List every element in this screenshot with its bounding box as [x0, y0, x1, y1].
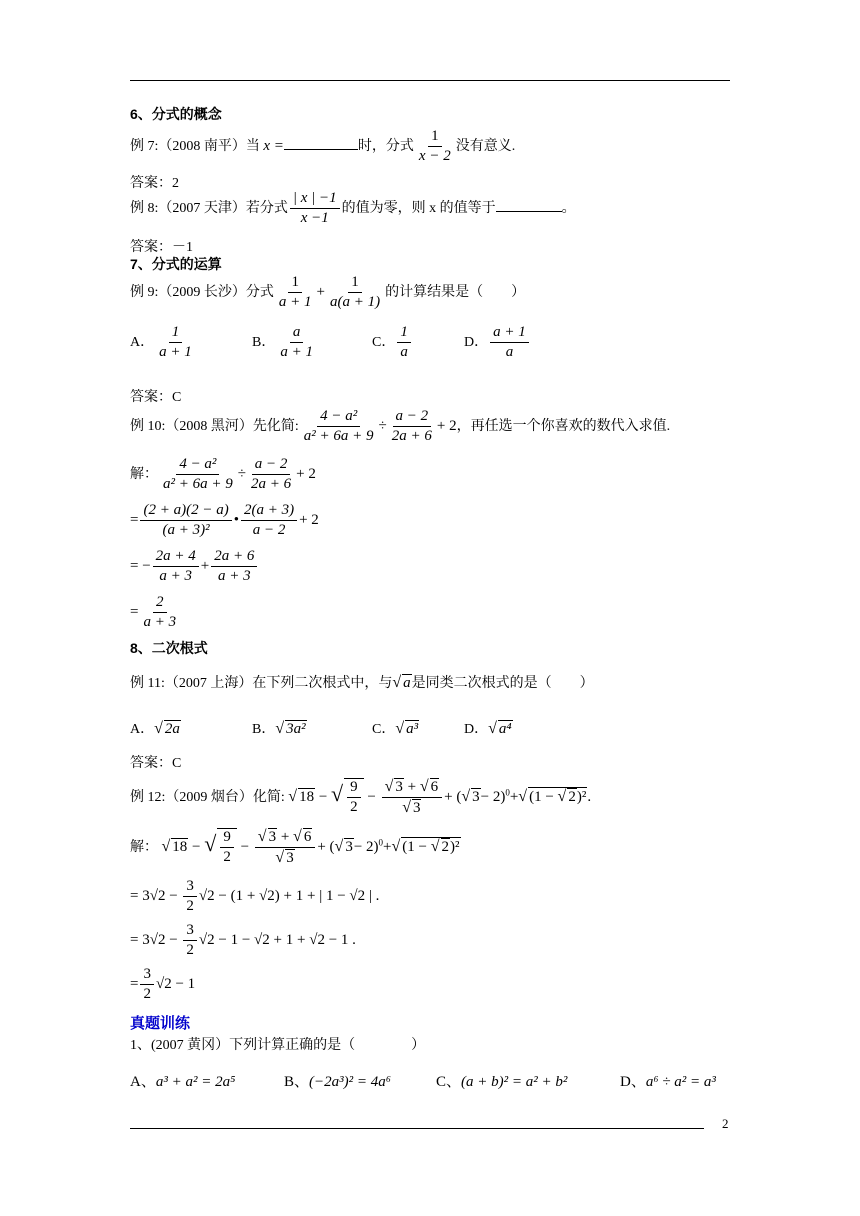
question-1-option-c: C、(a + b)² = a² + b² [436, 1074, 568, 1090]
solution-10-line-2: = $\frac{(2 + a)(2 - a)}{\text{(a + 3)²}}$ • $\frac{2(a + 3)}{a - 2}$ + 2 [130, 502, 319, 539]
example-11: 例 11:（2007 上海）在下列二次根式中，与√ a是同类二次根式的是（ ） [130, 674, 594, 691]
solution-12-line-3: = 3√2 − $\frac{3}{2}$ √2 − 1 − √2 + 1 + √2 − 1 . [130, 922, 356, 959]
example-8: 例 8:（2007 天津）若分式 $\frac{| x | -1}{x -1}$ 的值为零，则 x 的值等于 。 [130, 190, 576, 227]
solution-10-line-1: 解： $\frac{\text{4 − a²}}{\text{a² + 6a + 9}}$ ÷ $\frac{a - 2}{2a + 6}$ + 2 [130, 456, 316, 493]
section-8-title: 8、二次根式 [130, 640, 208, 656]
section-7-title: 7、分式的运算 [130, 256, 222, 272]
header-rule [130, 80, 730, 81]
question-1-stem: 1、(2007 黄冈）下列计算正确的是（ ） [130, 1038, 426, 1053]
solution-10-line-4: = $\frac{2}{a + 3}$ [130, 594, 177, 631]
question-1-option-b: B、(−2a³)² = 4a⁶ [284, 1074, 391, 1090]
answer-7: 答案：2 [130, 176, 179, 191]
solution-12-line-2: = 3√2 − $\frac{3}{2}$ √2 − (1 + √2) + 1 + | 1 − √2 | . [130, 878, 380, 915]
example-11-option-d: D．√ a⁴ [464, 720, 512, 737]
example-9-option-b: B． $\frac{a}{a + 1}$ [252, 324, 313, 361]
question-1-option-d: D、a⁶ ÷ a² = a³ [620, 1074, 716, 1090]
solution-12-line-4: = $\frac{3}{2}$ √2 − 1 [130, 966, 196, 1003]
answer-9: 答案：C [130, 390, 182, 405]
footer-rule [130, 1128, 704, 1129]
fraction: $\frac{| x | -1}{x -1}$ [290, 190, 340, 228]
example-12: 例 12:（2009 烟台）化简: √ 18 − √ $\frac{9}{2}$ − $\frac{√ 3 + √ 6}{√ 3}$ + (√ 3− 2)$^0$+√ (1 − √ 2)². [130, 778, 592, 817]
page-number: 2 [722, 1116, 729, 1131]
answer-blank [284, 149, 358, 150]
question-1-option-a: A、a³ + a² = 2a⁵ [130, 1074, 236, 1090]
example-9-option-d: D． $\frac{a + 1}{a}$ [464, 324, 531, 362]
solution-10-line-3: = − $\frac{2a + 4}{a + 3}$ + $\frac{2a + 6}{a + 3}$ [130, 548, 259, 586]
section-6-title: 6、分式的概念 [130, 106, 222, 122]
fraction: $\frac{1}{a(a + 1)}$ [329, 274, 381, 311]
answer-blank [496, 211, 562, 212]
example-11-option-a: A．√ 2a [130, 720, 180, 737]
example-9: 例 9:（2009 长沙）分式 $\frac{1}{a + 1}$ + $\frac{1}{a(a + 1)}$ 的计算结果是（ ） [130, 274, 526, 311]
answer-8: 答案：－1 [130, 240, 193, 255]
example-11-option-c: C．√ a³ [372, 720, 419, 737]
fraction: $\frac{1}{x - 2}$ [418, 128, 451, 165]
answer-11: 答案：C [130, 756, 182, 771]
example-9-option-c: C． $\frac{1}{a}$ [372, 324, 413, 362]
training-title: 真题训练 [130, 1015, 191, 1032]
example-11-option-b: B．√ 3a² [252, 720, 306, 737]
example-7: 例 7:（2008 南平）当 x = 时，分式 $\frac{1}{x - 2}$ 没有意义. [130, 128, 516, 165]
example-9-option-a: A． $\frac{1}{a + 1}$ [130, 324, 192, 361]
solution-12-line-1: 解： √ 18 − √ $\frac{9}{2}$ − $\frac{√ 3 + √ 6}{√ 3}$ + (√ 3− 2)$^0$+√ (1 − √ 2)² [130, 828, 460, 867]
example-10: 例 10:（2008 黑河）先化简: $\frac{\text{4 − a²}}{\text{a² + 6a + 9}}$ ÷ $\frac{a - 2}{2a + 6}$ + 2，再任选一个你喜欢的数代入求值. [130, 408, 671, 445]
fraction: $\frac{1}{a + 1}$ [278, 274, 312, 311]
